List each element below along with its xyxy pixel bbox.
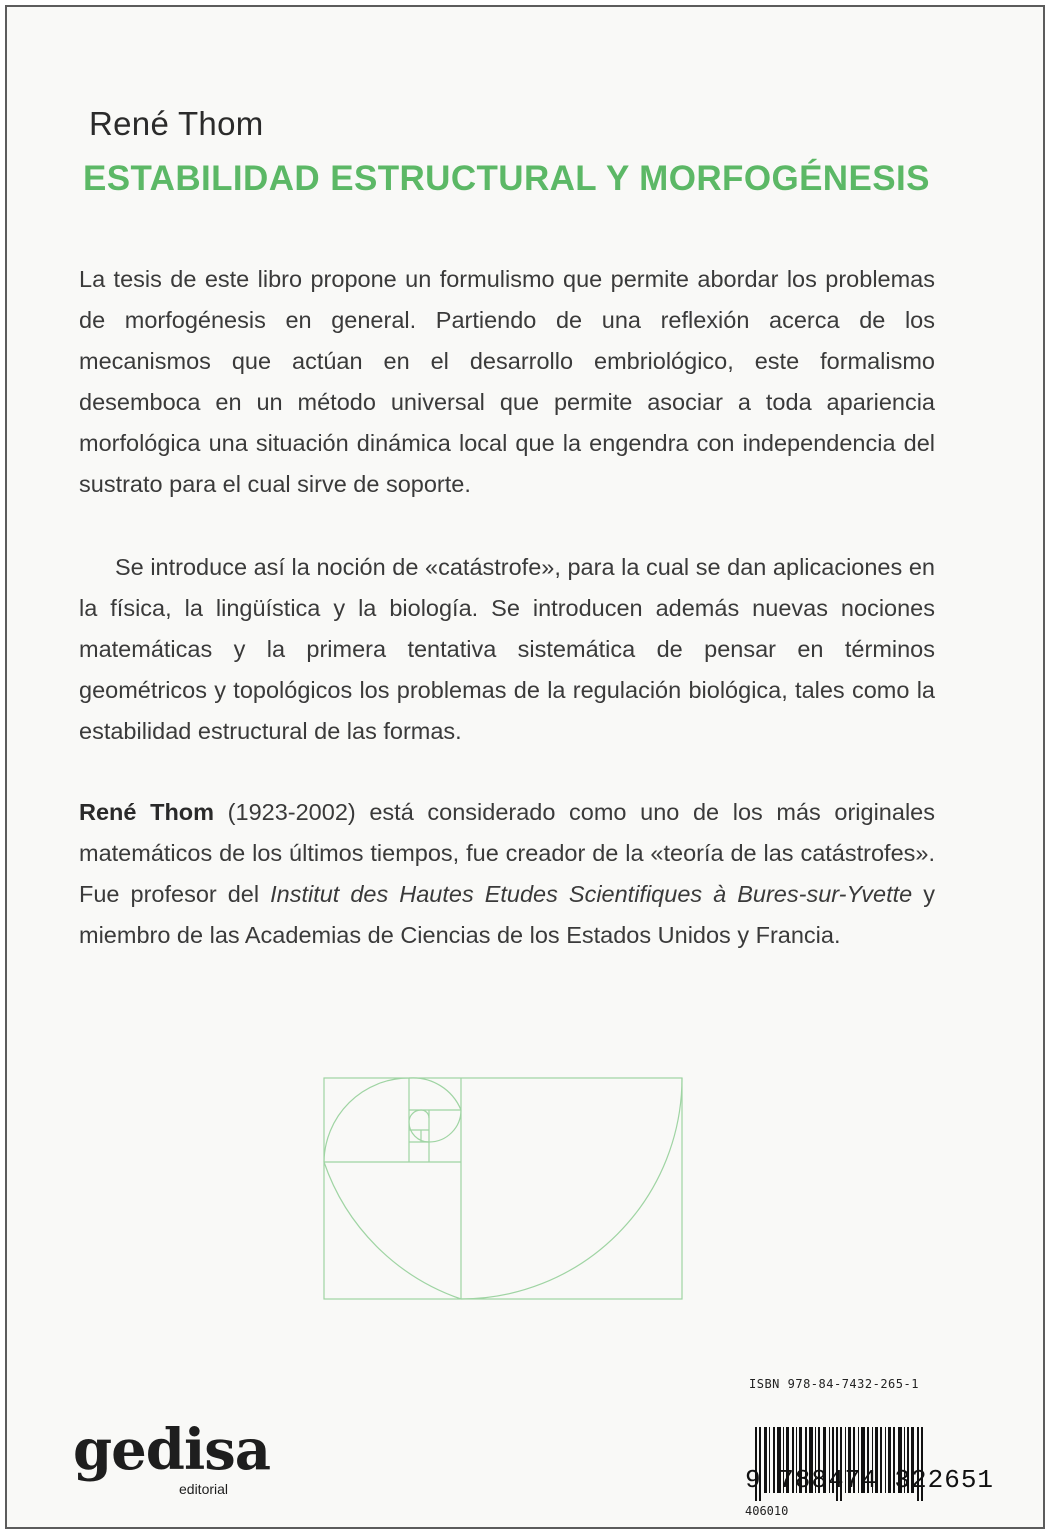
bio-author-name: René Thom <box>79 799 215 825</box>
barcode-code: 406010 <box>745 1504 789 1518</box>
golden-spiral-illustration <box>323 1077 685 1301</box>
synopsis-paragraph-2: Se introduce así la noción de «catástrofe», para la cual se dan aplicaciones en la física, la lingüística y la biología. Se introducen además nuevas nociones matemáticas y la primera tentativa sistemática de pensar en términos geométricos y topológicos los problemas de la regulación biológica, tales como la estabilidad estructural de las formas. <box>79 554 935 744</box>
spiral-curve-outer <box>461 1078 682 1299</box>
ean-number: 9 788474 322651 <box>745 1465 995 1495</box>
book-back-cover <box>5 5 1045 1529</box>
isbn-label: ISBN 978-84-7432-265-1 <box>749 1377 919 1391</box>
author-name: René Thom <box>89 105 264 142</box>
bio-text-1: (1923-2002) está considerado como uno de los más originales matemáticos de los últimos tiempos, fue creador de la «teoría de las catástrofes». Fue profesor del <box>79 799 935 907</box>
publisher-subtitle: editorial <box>179 1481 229 1497</box>
publisher-logo: gedisa <box>73 1417 271 1483</box>
spiral-outer-rect <box>324 1078 682 1299</box>
bio-text-2: y miembro de las Academias de Ciencias de los Estados Unidos y Francia. <box>79 881 936 948</box>
author-bio <box>79 792 935 956</box>
bio-institution: Institut des Hautes Etudes Scientifiques à Bures-sur-Yvette <box>270 881 913 907</box>
synopsis-paragraph-1: La tesis de este libro propone un formulismo que permite abordar los problemas de morfogénesis en general. Partiendo de una reflexión acerca de los mecanismos que actúan en el desarrollo embriológico, este formalismo desemboca en un método universal que permite asociar a toda apariencia morfológica una situación dinámica local que la engendra con independencia del sustrato para el cual sirve de soporte. <box>79 266 935 497</box>
book-title: ESTABILIDAD ESTRUCTURAL Y MORFOGÉNESIS <box>83 159 930 198</box>
spiral-curve <box>324 1078 461 1299</box>
